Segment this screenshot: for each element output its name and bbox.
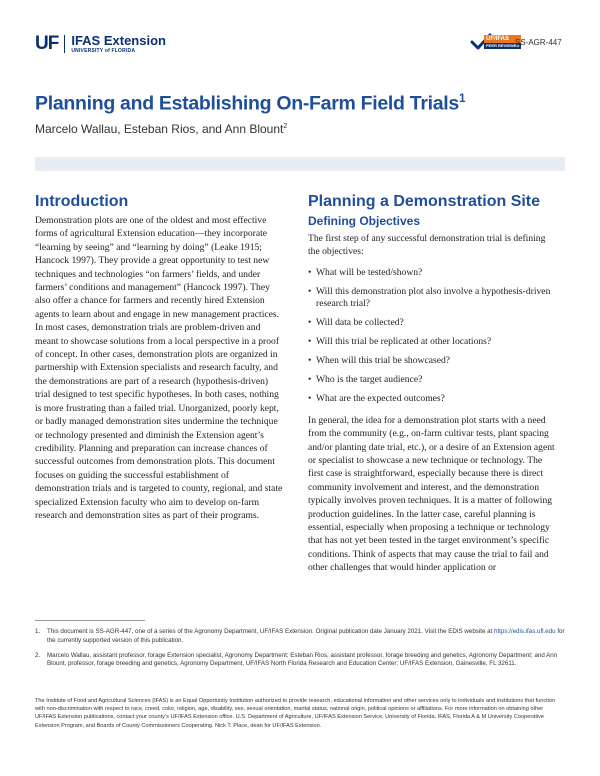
planning-heading: Planning a Demonstration Site xyxy=(308,193,541,210)
footnote-text xyxy=(47,628,565,646)
edis-link[interactable]: https://edis.ifas.ufl.edu xyxy=(494,628,556,635)
list-item: • When will this trial be showcased? xyxy=(308,355,556,367)
badge-bottom-text: PEER REVIEWED xyxy=(486,43,520,48)
header-band-divider xyxy=(35,157,565,171)
footnote-1-tail: for the currently supported version of this publication. xyxy=(47,628,565,644)
list-item: • Who is the target audience? xyxy=(308,374,556,386)
title-text: Planning and Establishing On-Farm Field Trials xyxy=(35,92,459,115)
logo-main-text: IFAS Extension xyxy=(71,33,166,48)
right-column xyxy=(308,193,556,575)
footnote-rule xyxy=(35,620,145,621)
ifas-extension-logo xyxy=(35,33,166,55)
badge-top-text: UF/IFAS xyxy=(484,35,521,43)
authors xyxy=(35,121,287,136)
logo-sub-text: UNIVERSITY of FLORIDA xyxy=(71,48,136,54)
planning-paragraph: In general, the idea for a demonstration plot starts with a need from the community (e.g., on-farm cultivar tests, plant spacing and/or planting date trial, etc.), or a desire of an Extension agent or specialist to showcase a new technique or technology. The first case is straightforward, especially because there is direct community involvement and interest, and the demonstration typically involves proven techniques. It is a matter of following production guidelines. In the latter case, careful planning is essential, especially when proposing a technique or technology that has not yet been tested in the target environment’s specific conditions. Think of aspects that may cause the trial to fail and other challenges that would hinder application or xyxy=(308,414,555,574)
list-item: • Will data be collected? xyxy=(308,317,556,329)
peer-reviewed-badge xyxy=(470,33,521,51)
footnote-1-text: This document is SS-AGR-447, one of a series of the Agronomy Department, UF/IFAS Extension. Original publication date January 2021. Visit the EDIS website at xyxy=(47,628,493,635)
list-item: • Will this demonstration plot also involve a hypothesis-driven research trial? xyxy=(308,286,556,310)
list-item: • Will this trial be replicated at other locations? xyxy=(308,336,556,348)
uf-logo-mark: UF xyxy=(35,33,59,54)
footnote-2 xyxy=(35,652,565,670)
page-title xyxy=(35,92,575,116)
list-item: • What will be tested/shown? xyxy=(308,267,556,279)
left-column xyxy=(35,193,283,522)
introduction-heading: Introduction xyxy=(35,193,129,210)
footnote-number: 1. xyxy=(35,628,41,635)
footnote-number: 2. xyxy=(35,651,41,659)
footnote-1 xyxy=(35,628,565,646)
list-item: • What are the expected outcomes? xyxy=(308,393,556,405)
legal-notice: The Institute of Food and Agricultural Sciences (IFAS) is an Equal Opportunity Institution authorized to provide research, educational information and other services only to individuals and institutions that function with non-discrimination with respect to race, creed, color, religion, age, disability, sex, sexual orientation, marital status, national origin, political opinions or affiliations. For more information on obtaining other UF/IFAS Extension publications, contact your county’s UF/IFAS Extension office. U.S. Department of Agriculture, UF/IFAS Extension Service, University of Florida, IFAS, Florida A & M University Cooperative Extension Program, and Boards of County Commissioners Cooperating. Nick T. Place, dean for UF/IFAS Extension. xyxy=(35,698,556,729)
footnotes xyxy=(35,628,565,675)
defining-objectives-subheading: Defining Objectives xyxy=(308,214,421,228)
objectives-intro: The first step of any successful demonstration trial is defining the objectives: xyxy=(308,233,546,258)
authors-text: Marcelo Wallau, Esteban Rios, and Ann Blount xyxy=(35,122,284,136)
logo-text xyxy=(71,34,166,54)
title-footnote-marker: 1 xyxy=(458,92,466,105)
objectives-list xyxy=(308,267,556,405)
document-id: SS-AGR-447 xyxy=(515,38,562,47)
logo-divider xyxy=(64,35,65,53)
footnote-2-text: Marcelo Wallau, assistant professor, forage Extension specialist, Agronomy Department; Esteban Rios, assistant professor, forage breeding and genetics, Agronomy Department; and Ann Blount, professor, forage breeding and genetics, Agronomy Department, UF/IFAS North Florida Research and Education Center; UF/IFAS Extension, Gainesville, FL 32611. xyxy=(47,651,558,668)
authors-footnote-marker: 2 xyxy=(283,121,288,130)
introduction-paragraph: Demonstration plots are one of the oldest and most effective forms of agricultural Extension education—they incorporate “learning by seeing” and “learning by doing” (Leake 1915; Hancock 1997). They provide a great opportunity to test new techniques and technologies “on farmers’ fields, and under farmers’ conditions and management” (Hancock 1997). They also offer a chance for farmers and recently hired Extension agents to learn about and engage in new management practices. In most cases, demonstration trials are problem-driven and meant to showcase solutions from a local perspective in a proof of concept. In other cases, demonstration plots are organized in partnership with Extension specialists and research faculty, and the demonstrations are part of a research (hypothesis-driven) trial designed to test specific hypotheses. In both cases, nothing is more frustrating than a failed trial. Unorganized, poorly kept, or badly managed demonstration sites undermine the technique or technology presented and diminish the Extension agent’s credibility. Planning and preparation can increase chances of successful outcomes from demonstration plots. This document focuses on guiding the successful establishment of demonstration trials and is targeted to county, regional, and state specialized Extension faculty who aim to develop on-farm research and demonstration sites as part of their programs. xyxy=(35,215,283,521)
